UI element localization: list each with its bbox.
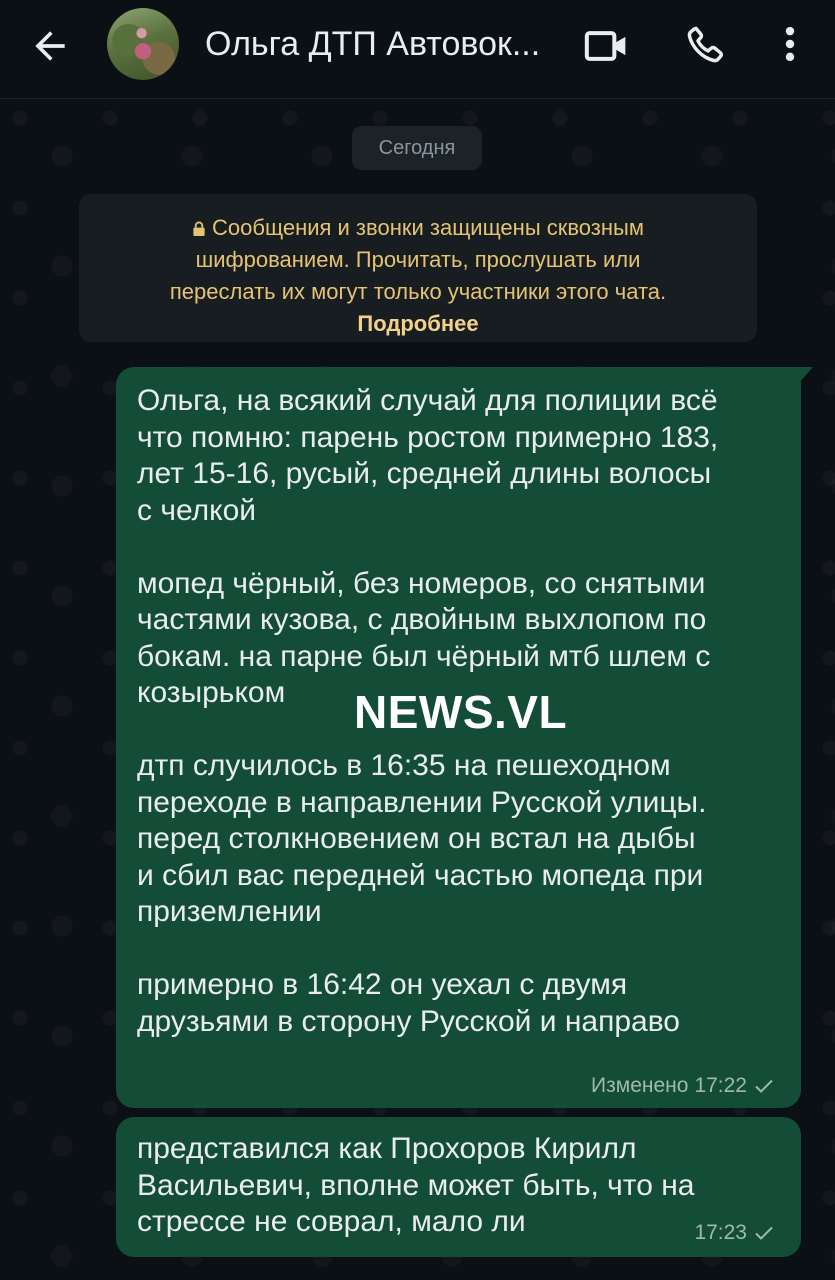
contact-name[interactable]: Ольга ДТП Автовок... — [205, 25, 541, 63]
message-meta — [591, 1074, 775, 1098]
message-text: Ольга, на всякий случай для полиции всё что помню: парень ростом примерно 183, лет 15-16, русый, средней длины волосы с челкой мопед чёрный, без номеров, со снятыми частями кузова, с двойным выхлопом по бокам. на парне был чёрный мтб шлем с козырьком дтп случилось в 16:35 на пешеходном переходе в направлении Русской улицы. перед столкновением он встал на дыбы и сбил вас передней частью мопеда при приземлении примерно в 16:42 он уехал с двумя друзьями в сторону Русской и направо — [137, 384, 719, 1038]
message-meta — [694, 1221, 775, 1245]
lock-icon — [192, 221, 206, 236]
back-arrow-icon[interactable] — [28, 24, 72, 68]
watermark: NEWS.VL — [354, 686, 568, 738]
phone-icon[interactable] — [684, 22, 728, 66]
message-bubble-outgoing[interactable] — [116, 1117, 801, 1257]
date-chip: Сегодня — [352, 126, 482, 170]
edited-label: Изменено — [591, 1074, 689, 1097]
chat-header — [0, 0, 835, 99]
message-time: 17:22 — [694, 1074, 747, 1097]
contact-avatar[interactable] — [107, 8, 179, 80]
learn-more-link[interactable]: Подробнее — [357, 311, 479, 336]
check-icon — [753, 1224, 775, 1242]
message-time: 17:23 — [694, 1221, 747, 1244]
encryption-line: шифрованием. Прочитать, прослушать или — [195, 247, 641, 272]
check-icon — [753, 1077, 775, 1095]
more-vertical-icon[interactable] — [777, 22, 803, 66]
encryption-line: Сообщения и звонки защищены сквозным — [99, 212, 737, 244]
encryption-notice[interactable] — [79, 194, 757, 342]
video-call-icon[interactable] — [583, 24, 631, 68]
encryption-line: переслать их могут только участники этого чата. — [169, 279, 667, 304]
message-text: представился как Прохоров Кирилл Васильевич, вполне может быть, что на стрессе не соврал, мало ли — [137, 1132, 695, 1238]
